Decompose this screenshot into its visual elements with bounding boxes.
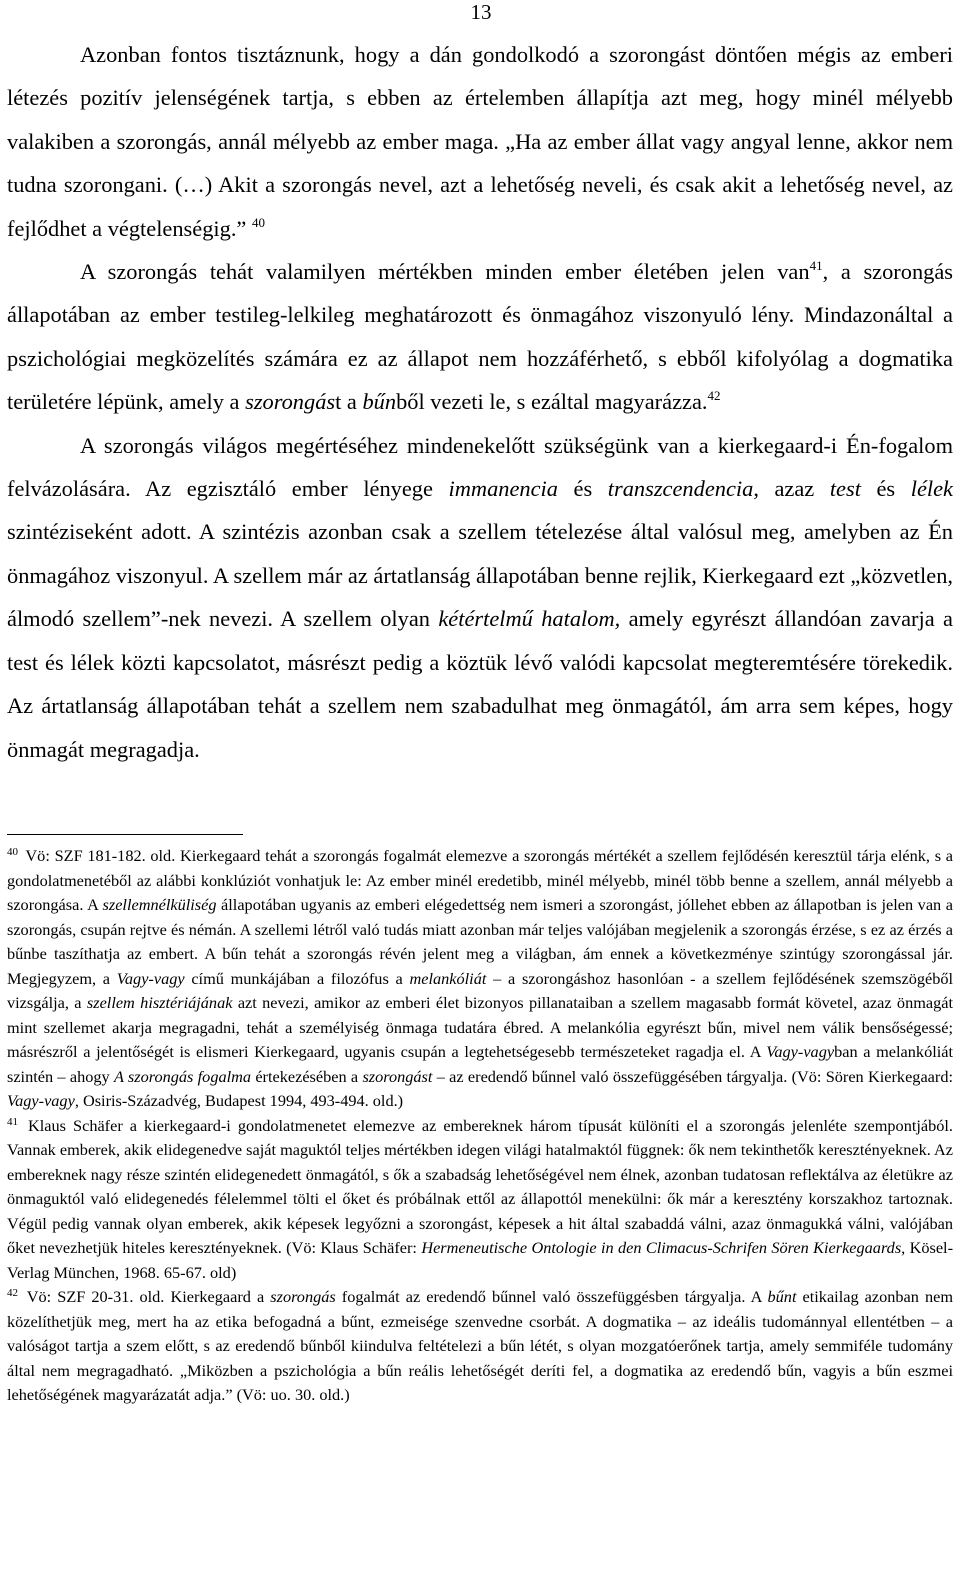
- footnote-40-text-a: Vö: SZF 181-182. old. Kierkegaard tehát a szorongás fogalmát elemezve a szorongás mértékét a szellem fejlődésén keresztül tárja elénk, s a gondolatmenetéből az alábbi konklúziót vonhatjuk le: Az ember minél eredetibb, minél mélyebb, minél több benne a szellem, annál mélyebb a szorongása. A: [7, 846, 953, 914]
- footnote-42: [7, 1285, 953, 1408]
- paragraph-2-text-b: , a szorongás állapotában az ember testileg-lelkileg meghatározott és önmagához viszonyuló lény. Mindazonáltal a pszichológiai megközelítés számára ez az állapot nem hozzáférhető, s ebből kifolyólag a dogmatika területére lépünk, amely a: [7, 259, 953, 415]
- footnote-41-number: 41: [7, 1115, 18, 1128]
- footnote-40-text-g: értekezésében a: [251, 1066, 363, 1086]
- footnote-40-italic-d: szellem hisztériájának: [86, 993, 233, 1012]
- paragraph-2-italic-b: bűn: [362, 389, 397, 415]
- paragraph-3-text-e: szintéziseként adott. A szintézis azonban csak a szellem tételezése által valósul meg, amelyben az Én önmagához viszonyul. A szellem már az ártatlanság állapotában benne rejlik, Kierkegaard ezt „közvetlen, álmodó szellem”-nek nevezi. A szellem olyan: [7, 519, 953, 632]
- paragraph-2: [7, 250, 953, 424]
- footnote-40-italic-g: szorongást: [362, 1066, 433, 1086]
- footnote-40-text-i: , Osiris-Századvég, Budapest 1994, 493-494. old.): [74, 1091, 404, 1110]
- paragraph-2-text-c: t a: [335, 389, 363, 415]
- paragraph-3-italic-b: transzcendencia: [607, 476, 754, 502]
- footnote-40-text-c: című munkájában a filozófus a: [184, 968, 410, 988]
- paragraph-1-text: Azonban fontos tisztáznunk, hogy a dán gondolkodó a szorongást döntően mégis az emberi létezés pozitív jelenségének tartja, s ebben az értelemben állapítja azt meg, hogy minél mélyebb valakiben a szorongás, annál mélyebb az ember maga. „Ha az ember állat vagy angyal lenne, akkor nem tudna szorongani. (…) Akit a szorongás nevel, azt a lehetőség neveli, és csak akit a lehetőség nevel, az fejlődhet a végtelenségig.”: [7, 42, 953, 241]
- paragraph-2-italic-a: szorongás: [245, 389, 336, 415]
- footnote-40-text-d: – a szorongáshoz hasonlóan - a szellem fejlődésének szemszögéből vizsgálja, a: [7, 968, 954, 1012]
- paragraph-3-italic-d: lélek: [910, 476, 953, 502]
- footnote-42-text-b: fogalmát az eredendő bűnnel való összefüggésben tárgyalja. A: [335, 1287, 768, 1306]
- footnote-42-italic-a: szorongás: [270, 1287, 336, 1306]
- footnote-ref-42: 42: [707, 388, 721, 404]
- footnote-42-text-c: etikailag azonban nem közelíthetjük meg, mert ha az etika befogadná a bűnt, ezmeisége szenvedne csorbát. A dogmatika – az ideális tudománnyal ellentétben – a valóságot tartja a szem előtt, s az eredendő bűnből kiindulva feltételezi a bűn létét, s olyan mozgatóerőnek tartja, amely semmiféle tudomány által nem megragadható. „Miközben a pszichológia a bűn reális lehetőségét deríti fel, a dogmatika az eredendő bűn, vagyis a bűn eszmei lehetőségének magyarázatát adja.” (Vö: uo. 30. old.): [7, 1287, 953, 1404]
- footnote-40-italic-e: Vagy-vagy: [766, 1042, 835, 1061]
- footnote-41-text-b: , Kösel-Verlag München, 1968. 65-67. old): [7, 1238, 953, 1282]
- footnote-42-text-a: Vö: SZF 20-31. old. Kierkegaard a: [21, 1287, 271, 1306]
- paragraph-3-text-c: , azaz: [753, 476, 830, 502]
- footnote-40-italic-c: melankóliát: [409, 968, 487, 988]
- footnote-40-text-e: azt nevezi, amikor az emberi élet bizonyos pillanataiban a szellem magasabb formát követel, azaz önmagát mint szellemet akarja megragadni, tehát a személyiség önmaga tudatára ébred. A melankólia egyrészt bűn, mivel nem válik bensőségessé; másrészről a jelentőségét is elismeri Kierkegaard, ugyanis csupán a legtehetségesebb természeteket ragadja el. A: [7, 993, 953, 1061]
- footnote-40-text-b: állapotában ugyanis az emberi elégedettség nem ismeri a szorongást, jóllehet ebben az állapotban is jelen van a szorongás, csupán rejtve és némán. A szellemi létről való tudás miatt azonban már teljes valójában megjelenik a szorongás érzése, s ez az érzés a bűnbe taszíthatja az embert. A bűn tehát a szorongás révén jelent meg a világban, ám ennek a következménye szintúgy szorongással jár. Megjegyzem, a: [7, 895, 953, 988]
- footnote-40-text-h: – az eredendő bűnnel való összefüggésében tárgyalja. (Vö: Sören Kierkegaard:: [432, 1066, 953, 1086]
- footnote-40-italic-f: A szorongás fogalma: [113, 1066, 252, 1086]
- footnote-41-italic-a: Hermeneutische Ontologie in den Climacus-Schrifen Sören Kierkegaards: [421, 1238, 902, 1257]
- page-number: 13: [470, 0, 492, 24]
- footnote-40-italic-b: Vagy-vagy: [116, 968, 185, 988]
- footnote-42-number: 42: [7, 1287, 18, 1299]
- paragraph-1: [7, 33, 953, 250]
- footnote-40-number: 40: [7, 846, 18, 858]
- footnote-41-text-a: Klaus Schäfer a kierkegaard-i gondolatmenetet elemezve az embereknek három típusát különíti el a szorongás jelenléte szempontjából. Vannak emberek, akik elidegenedve saját maguktól teljes mértékben idegen világi hatalmaktól függnek: ők nem tekinthetők keresztényeknek. Az embereknek nagy része szintén elidegenedett önmagától, s ők a szabadság lehetőségével nem élnek, azonban tudatosan reflektálva az életükre az önmaguktól való elidegenedés félelemmel tölti el őket és próbálnak ettől az állapottól menekülni: ők már a keresztény korszakhoz tartoznak. Végül pedig vannak olyan emberek, akik képesek legyőzni a szorongást, képesek a hit által szabaddá válni, azaz önmagukká válni, valójában őket nevezhetjük hiteles keresztényeknek. (Vö: Klaus Schäfer:: [7, 1115, 953, 1257]
- paragraph-3-text-b: és: [557, 476, 608, 502]
- footnote-40-italic-a: szellemnélküliség: [102, 895, 217, 914]
- paragraph-2-text-d: ből vezeti le, s ezáltal magyarázza.: [396, 389, 708, 415]
- paragraph-3-text-f: amely egyrészt állandóan zavarja a test és lélek közti kapcsolatot, másrészt pedig a köztük lévő valódi kapcsolat megteremtésére törekedik. Az ártatlanság állapotában tehát a szellem nem szabadulhat meg önmagától, ám arra sem képes, hogy önmagát megragadja.: [7, 606, 953, 762]
- paragraph-3-italic-e: kétértelmű hatalom,: [438, 606, 621, 632]
- paragraph-3-italic-c: test: [829, 476, 861, 502]
- paragraph-3-italic-a: immanencia: [448, 476, 558, 502]
- footnote-42-italic-b: bűnt: [767, 1287, 797, 1306]
- footnote-40-italic-h: Vagy-vagy: [7, 1091, 75, 1110]
- footnote-41: [7, 1114, 953, 1286]
- paragraph-3-text-d: és: [860, 476, 911, 502]
- main-text: [7, 33, 953, 771]
- paragraph-2-text-a: A szorongás tehát valamilyen mértékben minden ember életében jelen van: [80, 259, 810, 285]
- paragraph-3: [7, 424, 953, 771]
- footnote-ref-41: 41: [809, 258, 823, 274]
- footnote-ref-40: 40: [251, 214, 265, 230]
- footnotes: [7, 844, 953, 1408]
- paragraph-3-text-a: A szorongás világos megértéséhez mindenekelőtt szükségünk van a kierkegaard-i Én-fogalom felvázolására. Az egzisztáló ember lényege: [7, 432, 953, 502]
- footnote-divider: [7, 834, 243, 835]
- footnote-40: [7, 844, 953, 1114]
- footnote-40-text-f: ban a melankóliát szintén – ahogy: [7, 1042, 954, 1086]
